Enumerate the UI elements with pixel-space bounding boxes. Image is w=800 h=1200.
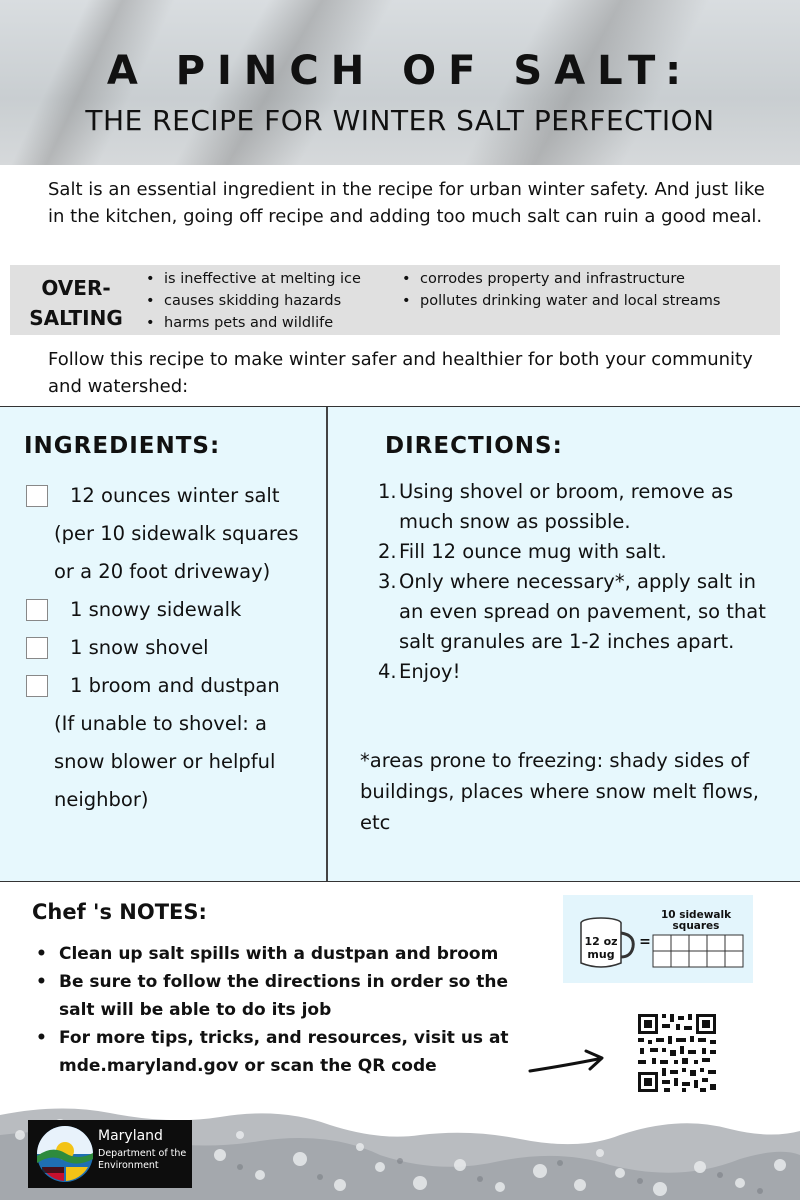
directions-title: DIRECTIONS: (385, 433, 563, 459)
list-item: • causes skidding hazards (146, 290, 361, 312)
list-item: • corrodes property and infrastructure (402, 268, 720, 290)
equals-sign: = (639, 934, 651, 950)
page-subtitle: THE RECIPE FOR WINTER SALT PERFECTION (85, 104, 715, 137)
direction-step: 3. Only where necessary*, apply salt in an even spread on pavement, so that salt granules are 1-2 inches apart. (378, 570, 766, 653)
ingredient-note: or a 20 foot driveway) (54, 560, 271, 583)
ingredient-item[interactable]: 1 snow shovel (24, 629, 324, 667)
recipe-panels (0, 406, 800, 882)
ingredients-list (24, 477, 324, 819)
ingredient-item[interactable]: 1 broom and dustpan (24, 667, 324, 705)
mug-label-2: mug (587, 948, 615, 961)
ingredient-note: (per 10 sidewalk squares (54, 522, 299, 545)
direction-step: 2. Fill 12 ounce mug with salt. (378, 540, 667, 563)
oversalting-effects-list (146, 268, 361, 334)
ingredient-item[interactable]: 12 ounces winter salt (24, 477, 324, 515)
intro-paragraph: Salt is an essential ingredient in the recipe for urban winter safety. And just like in the kitchen, going off recipe and adding too much salt can ruin a good meal. (48, 179, 765, 227)
ingredients-title: INGREDIENTS: (24, 433, 221, 459)
maryland-mde-logo[interactable] (28, 1120, 192, 1188)
list-item: • is ineffective at melting ice (146, 268, 361, 290)
arrow-icon (528, 1045, 608, 1075)
direction-step: 1. Using shovel or broom, remove as much snow as possible. (378, 480, 734, 533)
direction-step: 4. Enjoy! (378, 660, 461, 683)
checkbox[interactable] (26, 599, 48, 621)
ingredient-item[interactable]: 1 snowy sidewalk (24, 591, 324, 629)
checkbox[interactable] (26, 675, 48, 697)
qr-code[interactable] (636, 1012, 718, 1094)
mde-emblem-icon (34, 1123, 96, 1185)
chef-notes-title: Chef 's NOTES: (32, 900, 207, 924)
list-item: • harms pets and wildlife (146, 312, 361, 334)
squares-label-2: squares (672, 920, 720, 932)
list-item: • pollutes drinking water and local streams (402, 290, 720, 312)
ingredient-note: neighbor) (54, 788, 149, 811)
logo-name: Maryland (98, 1128, 163, 1144)
list-item: • For more tips, tricks, and resources, visit us at mde.maryland.gov or scan the QR code (34, 1024, 544, 1080)
ingredient-note: snow blower or helpful (54, 750, 276, 773)
list-item: • Clean up salt spills with a dustpan and broom (34, 940, 544, 968)
header-banner (0, 0, 800, 165)
directions-list (378, 477, 778, 687)
oversalting-label: OVER- SALTING (29, 276, 123, 330)
ingredient-note: (If unable to shovel: a (54, 712, 267, 735)
mug-graphic-svg (563, 895, 753, 983)
follow-paragraph: Follow this recipe to make winter safer and healthier for both your community and watershed: (48, 349, 753, 397)
squares-label-1: 10 sidewalk (660, 909, 732, 921)
checkbox[interactable] (26, 637, 48, 659)
directions-footnote: *areas prone to freezing: shady sides of buildings, places where snow melt flows, etc (360, 749, 759, 834)
oversalting-box (10, 265, 780, 335)
mug-equals-squares-graphic (563, 895, 753, 983)
sidewalk-squares-grid (653, 935, 743, 967)
list-item: • Be sure to follow the directions in order so the salt will be able to do its job (34, 968, 544, 1024)
mug-label-1: 12 oz (584, 935, 618, 948)
page-title: A PINCH OF SALT: (106, 48, 694, 94)
panel-divider (326, 407, 328, 881)
oversalting-effects-list (402, 268, 720, 312)
chef-notes-list (34, 940, 544, 1080)
checkbox[interactable] (26, 485, 48, 507)
logo-subtitle: Department of the Environment (98, 1148, 187, 1171)
